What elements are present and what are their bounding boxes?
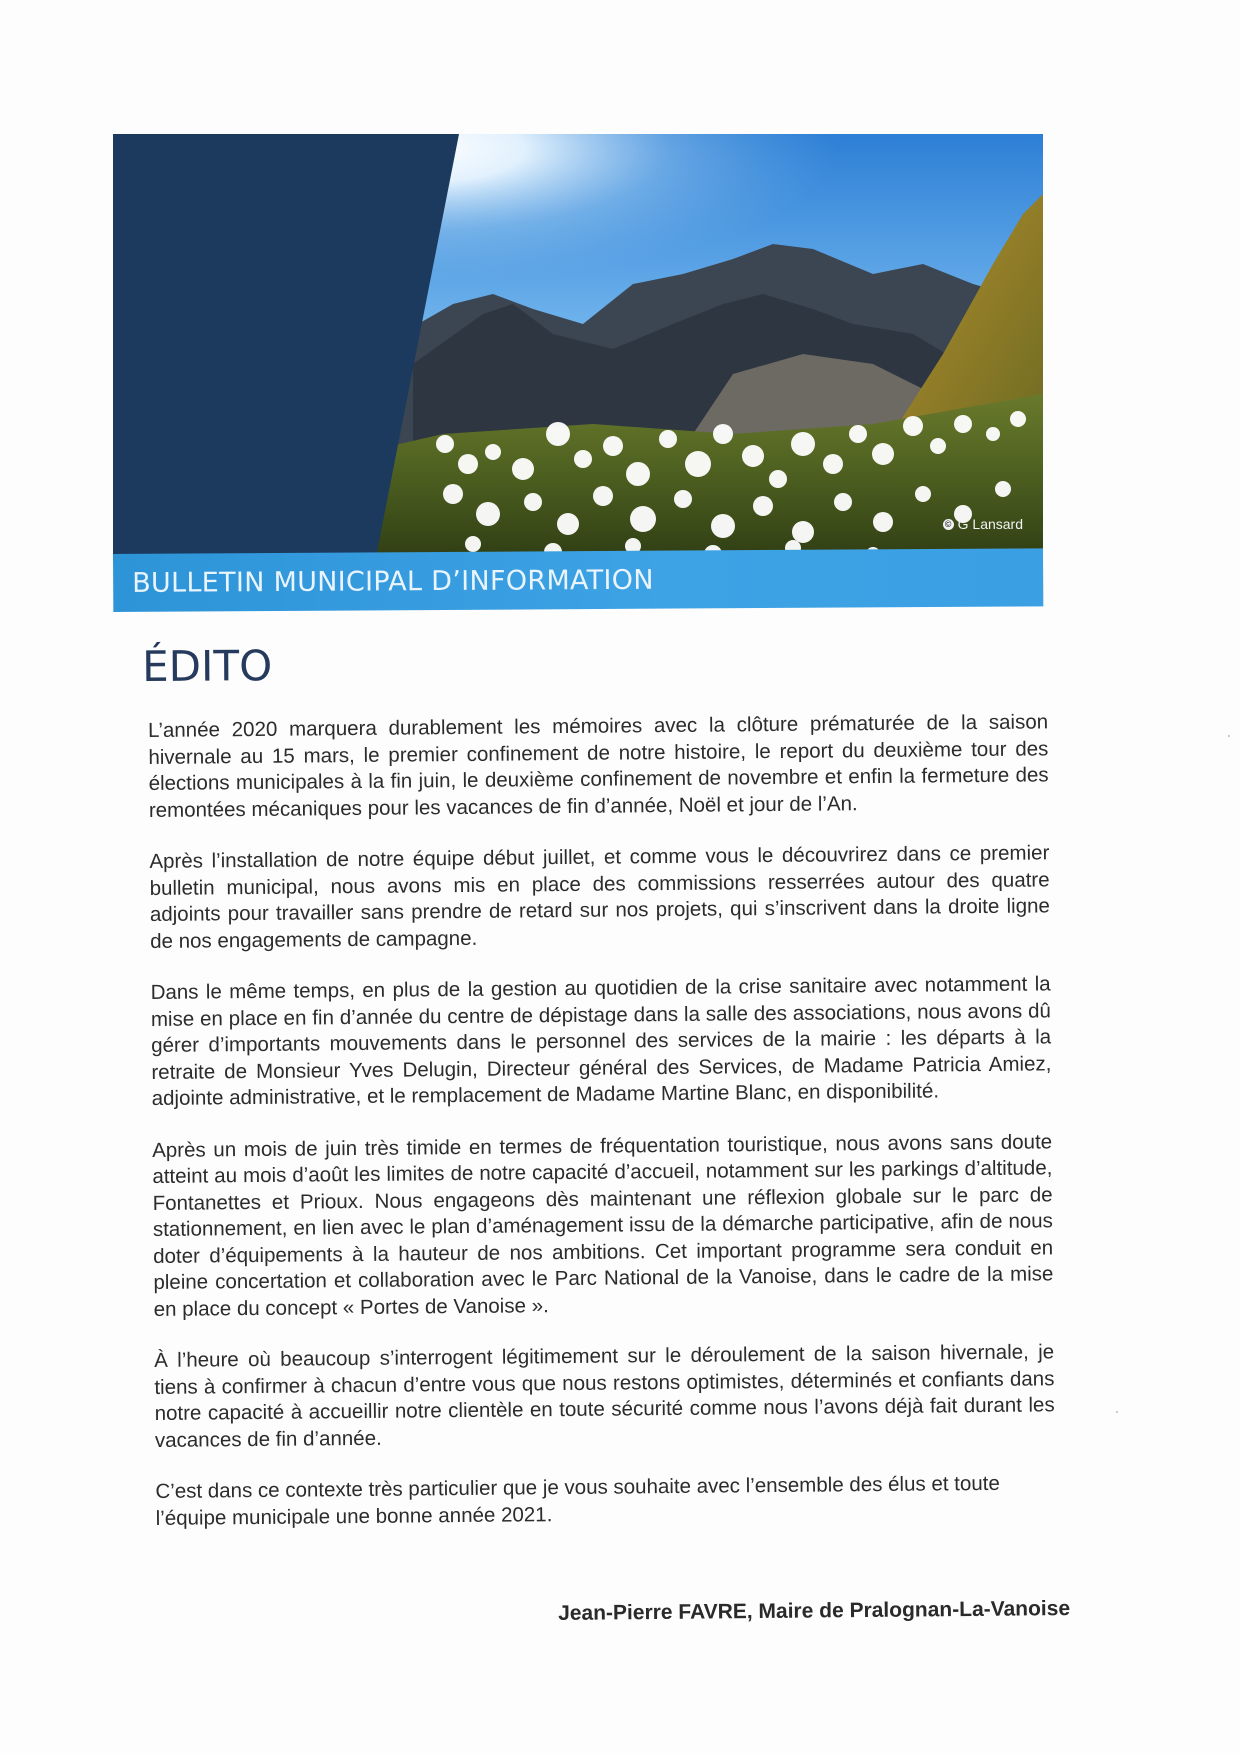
copyright-icon: © [943, 519, 954, 530]
photo-credit [943, 516, 1023, 532]
scan-mark [1228, 735, 1230, 737]
header-banner [113, 134, 1043, 599]
photo-credit-text: G Lansard [957, 516, 1023, 532]
bulletin-title-bar [113, 548, 1043, 612]
scan-mark [1116, 1411, 1118, 1413]
edito-paragraph: À l’heure où beaucoup s’interrogent légitimement sur le déroulement de la saison hivernale, je tiens à confirmer à chacun d’entre vous que nous restons optimistes, déterminés et confiants dans notre capacité à accueillir notre clientèle en toute sécurité comme nous l’avons déjà fait durant les vacances de fin d’année. [154, 1340, 1055, 1452]
edito-paragraph: Après l’installation de notre équipe début juillet, et comme vous le découvrirez dans ce premier bulletin municipal, nous avons mis en place des commissions resserrées autour des quatre adjoints pour travailler sans prendre de retard sur nos projets, qui s’inscrivent dans la droite ligne de nos engagements de campagne. [149, 841, 1050, 953]
edito-heading: ÉDITO [142, 641, 273, 691]
edito-paragraph: Après un mois de juin très timide en termes de fréquentation touristique, nous avons sans doute atteint au mois d’août les limites de notre capacité d’accueil, notamment sur les parkings d’altitude, Fontanettes et Prioux. Nous engageons dès maintenant une réflexion globale sur le parc de stationnement, en lien avec le plan d’aménagement issu de la démarche participative, afin de nous doter d’équipements à la hauteur de nos ambitions. Cet important programme sera conduit en pleine concertation et collaboration avec le Parc National de la Vanoise, dans le cadre de la mise en place du concept « Portes de Vanoise ». [152, 1129, 1054, 1321]
edito-paragraph: Dans le même temps, en plus de la gestion au quotidien de la crise sanitaire avec notamment la mise en place en fin d’année du centre de dépistage dans la salle des associations, nous avons dû gérer d’importants mouvements dans le personnel des services de la mairie : les départs à la retraite de Monsieur Yves Delugin, Directeur général des Services, de Madame Patricia Amiez, adjointe administrative, et le remplacement de Madame Martine Blanc, en disponibilité. [150, 972, 1052, 1110]
edito-body [148, 709, 1056, 1557]
mayor-signature: Jean-Pierre FAVRE, Maire de Pralognan-La-Vanoise [558, 1597, 1071, 1625]
mountain-photo [113, 134, 1043, 562]
edito-paragraph: C’est dans ce contexte très particulier que je vous souhaite avec l’ensemble des élus et toute l’équipe municipale une bonne année 2021. [155, 1471, 1000, 1530]
bulletin-title: BULLETIN MUNICIPAL D’INFORMATION [132, 564, 654, 599]
edito-paragraph: L’année 2020 marquera durablement les mémoires avec la clôture prématurée de la saison hivernale au 15 mars, le premier confinement de notre histoire, le report du deuxième tour des élections municipales à la fin juin, le deuxième confinement de novembre et enfin la fermeture des remontées mécaniques pour les vacances de fin d’année, Noël et jour de l’An. [148, 710, 1049, 822]
